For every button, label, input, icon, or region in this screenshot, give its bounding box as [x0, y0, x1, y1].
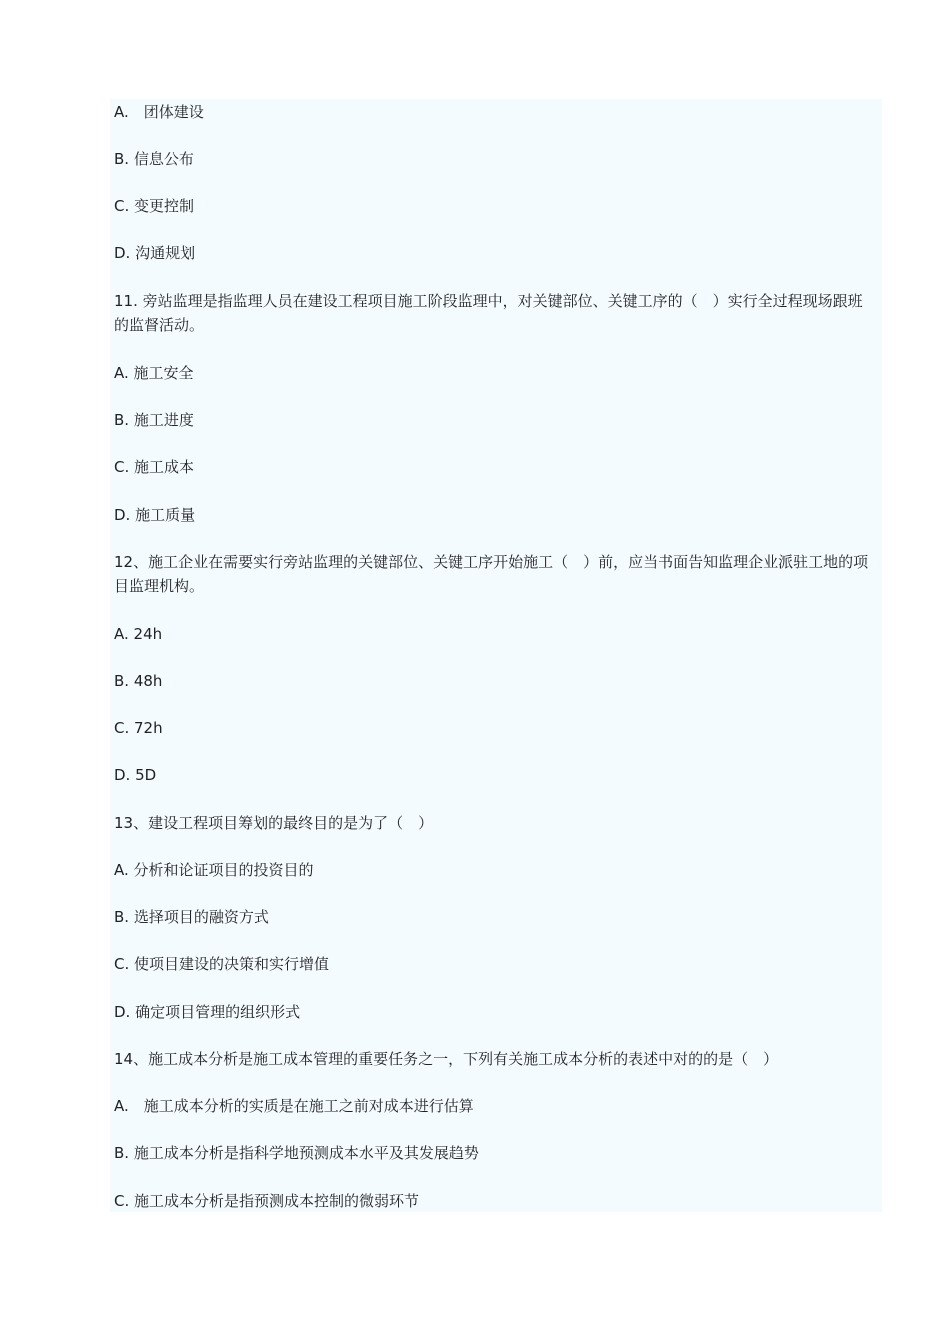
text-line: C. 使项目建设的决策和实行增值: [114, 955, 330, 973]
document-content-block: [110, 99, 882, 1212]
text-line: A. 分析和论证项目的投资目的: [114, 861, 314, 879]
text-line: A. 24h: [114, 625, 163, 643]
text-line: C. 变更控制: [114, 197, 195, 215]
text-line: A. 施工成本分析的实质是在施工之前对成本进行估算: [114, 1097, 474, 1115]
text-line: B. 选择项目的融资方式: [114, 908, 269, 926]
text-line: A. 施工安全: [114, 364, 194, 382]
text-line: C. 施工成本分析是指预测成本控制的微弱环节: [114, 1192, 420, 1210]
text-line: D. 施工质量: [114, 506, 196, 524]
text-line: D. 5D: [114, 766, 157, 784]
text-line: 11. 旁站监理是指监理人员在建设工程项目施工阶段监理中，对关键部位、关键工序的（ ）实行全过程现场跟班的监督活动。: [114, 292, 863, 334]
text-line: 14、施工成本分析是施工成本管理的重要任务之一，下列有关施工成本分析的表述中对的的是（ ）: [114, 1050, 779, 1068]
text-line: 12、施工企业在需要实行旁站监理的关键部位、关键工序开始施工（ ）前，应当书面告知监理企业派驻工地的项目监理机构。: [114, 553, 869, 595]
text-line: D. 确定项目管理的组织形式: [114, 1003, 301, 1021]
text-line: D. 沟通规划: [114, 244, 196, 262]
text-line: B. 48h: [114, 672, 163, 690]
text-line: B. 施工进度: [114, 411, 194, 429]
text-line: 13、建设工程项目筹划的最终目的是为了（ ）: [114, 814, 434, 832]
text-line: C. 72h: [114, 719, 163, 737]
text-line: A. 团体建设: [114, 103, 204, 121]
text-line: B. 施工成本分析是指科学地预测成本水平及其发展趋势: [114, 1144, 479, 1162]
text-line: B. 信息公布: [114, 150, 194, 168]
text-line: C. 施工成本: [114, 458, 195, 476]
